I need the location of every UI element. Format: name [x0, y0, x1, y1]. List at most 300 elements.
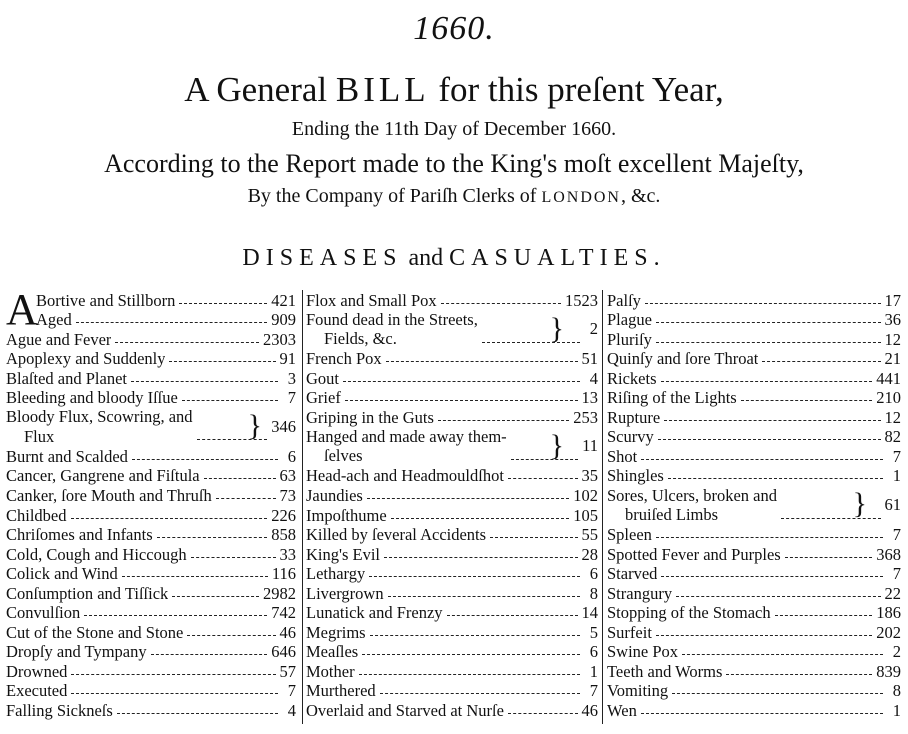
death-count: 858	[271, 525, 296, 545]
table-row	[6, 603, 296, 623]
disease-name	[6, 604, 80, 622]
leader-dashes	[668, 478, 883, 479]
table-row	[306, 544, 598, 564]
disease-name	[6, 682, 67, 700]
disease-name	[6, 643, 147, 661]
disease-name	[607, 546, 781, 564]
table-row	[6, 505, 296, 525]
disease-name	[6, 467, 200, 485]
disease-name-line: Plague	[607, 311, 652, 330]
death-count: 35	[581, 466, 598, 486]
disease-name	[306, 467, 504, 485]
table-row	[607, 603, 901, 623]
leader-dashes	[386, 361, 578, 362]
table-row	[306, 310, 598, 349]
table-row	[607, 525, 901, 545]
death-count: 186	[876, 603, 901, 623]
table-row	[607, 310, 901, 330]
disease-name	[607, 389, 737, 407]
disease-name-line: Pluriſy	[607, 330, 652, 349]
disease-name-line: Lunatick and Frenzy	[306, 604, 443, 623]
disease-name	[607, 604, 771, 622]
disease-name	[306, 643, 358, 661]
death-count: 2	[892, 642, 901, 662]
disease-name-line: Mother	[306, 662, 355, 681]
disease-name	[6, 624, 183, 642]
disease-name-line: Livergrown	[306, 584, 384, 603]
death-count: 13	[581, 388, 598, 408]
table-row	[306, 642, 598, 662]
subtitle-ending-date: Ending the 11th Day of December 1660.	[291, 118, 617, 140]
column-divider	[302, 290, 303, 724]
table-row	[306, 368, 598, 388]
disease-name-line: Sores, Ulcers, broken and	[607, 485, 777, 505]
leader-dashes	[511, 459, 578, 460]
table-row	[6, 310, 296, 330]
disease-name	[607, 643, 678, 661]
death-count: 839	[876, 661, 901, 681]
death-count: 3	[287, 368, 296, 388]
table-row	[607, 485, 901, 524]
disease-name-line: Griping in the Guts	[306, 408, 434, 427]
leader-dashes	[384, 557, 577, 558]
death-count: 57	[279, 661, 296, 681]
leader-dashes	[122, 576, 268, 577]
table-row	[6, 564, 296, 584]
leader-dashes	[343, 381, 580, 382]
disease-name	[607, 448, 637, 466]
table-row	[607, 681, 901, 701]
leader-dashes	[380, 693, 580, 694]
death-count: 61	[884, 495, 901, 515]
death-count: 17	[884, 290, 901, 310]
disease-name-line: Megrims	[306, 623, 366, 642]
disease-name-line: Flox and Small Pox	[306, 291, 437, 310]
disease-name-line: Conſumption and Tiſſick	[6, 584, 169, 603]
disease-name-line: Falling Sickneſs	[6, 702, 113, 721]
death-count: 73	[279, 486, 296, 506]
disease-name	[607, 682, 668, 700]
disease-name-line: Quinſy and ſore Throat	[607, 350, 759, 369]
disease-name	[6, 663, 67, 681]
disease-name	[306, 526, 486, 544]
table-row	[6, 290, 296, 310]
disease-name-line: King's Evil	[306, 545, 381, 564]
disease-name-line: French Pox	[306, 350, 382, 369]
death-count: 2	[589, 319, 598, 339]
table-row	[6, 446, 296, 466]
leader-dashes	[438, 420, 569, 421]
disease-name	[306, 310, 478, 349]
death-count: 7	[287, 388, 296, 408]
disease-name	[306, 292, 437, 310]
disease-name	[6, 507, 67, 525]
table-row	[607, 642, 901, 662]
disease-name-line: Riſing of the Lights	[607, 389, 737, 408]
disease-name	[607, 428, 654, 446]
disease-name	[6, 565, 118, 583]
leader-dashes	[84, 615, 267, 616]
disease-name-line: Lethargy	[306, 565, 366, 584]
title-part-a: A General	[184, 70, 336, 109]
disease-name-line: Blaſted and Planet	[6, 369, 127, 388]
subtitle-company-a: By the Company of Pariſh Clerks of	[247, 185, 542, 207]
disease-name	[6, 331, 111, 349]
table-row	[607, 407, 901, 427]
disease-name-line: Bleeding and bloody Iſſue	[6, 389, 178, 408]
disease-name	[607, 624, 652, 642]
leader-dashes	[151, 654, 268, 655]
table-row	[607, 466, 901, 486]
death-count: 421	[271, 290, 296, 310]
disease-name-line: Murthered	[306, 682, 376, 701]
disease-name	[306, 487, 363, 505]
diseases-column-3	[607, 290, 901, 726]
death-count: 202	[876, 622, 901, 642]
disease-name-line: Bortive and Stillborn	[36, 291, 176, 310]
disease-name	[306, 370, 339, 388]
disease-name-line: Strangury	[607, 584, 673, 603]
death-count: 33	[279, 544, 296, 564]
disease-name-continuation: Fields, &c.	[324, 329, 397, 349]
death-count: 2982	[263, 583, 296, 603]
title-part-b: for this preſent Year,	[429, 70, 724, 109]
disease-name	[607, 526, 652, 544]
leader-dashes	[676, 596, 880, 597]
leader-dashes	[76, 322, 268, 323]
disease-name	[6, 526, 153, 544]
page-title	[0, 70, 908, 110]
disease-name	[607, 467, 664, 485]
leader-dashes	[775, 615, 873, 616]
brace-symbol: }	[549, 311, 564, 345]
death-count: 226	[271, 505, 296, 525]
leader-dashes	[216, 498, 276, 499]
disease-name	[607, 409, 660, 427]
disease-name-line: Cut of the Stone and Stone	[6, 623, 184, 642]
disease-name	[306, 565, 365, 583]
disease-name-line: Killed by ſeveral Accidents	[306, 526, 487, 545]
table-row	[306, 681, 598, 701]
death-count: 28	[581, 544, 598, 564]
disease-name	[607, 311, 652, 329]
table-row	[6, 485, 296, 505]
leader-dashes	[370, 635, 580, 636]
leader-dashes	[661, 381, 873, 382]
leader-dashes	[726, 674, 872, 675]
leader-dashes	[656, 635, 872, 636]
disease-name-line: Meaſles	[306, 643, 359, 662]
disease-name-line: Cancer, Gangrene and Fiſtula	[6, 467, 200, 486]
leader-dashes	[656, 537, 883, 538]
table-row	[6, 368, 296, 388]
disease-name-line: Spleen	[607, 526, 652, 545]
table-row	[306, 603, 598, 623]
leader-dashes	[672, 693, 883, 694]
disease-name	[607, 331, 652, 349]
disease-name	[607, 486, 777, 525]
death-count: 4	[287, 701, 296, 721]
leader-dashes	[762, 361, 880, 362]
disease-name	[607, 702, 637, 720]
heading-and: and	[402, 245, 450, 271]
subtitle-report: According to the Report made to the King's moſt excellent Majeſty,	[104, 149, 804, 178]
table-row	[607, 622, 901, 642]
disease-name	[607, 585, 672, 603]
disease-name	[36, 292, 175, 310]
disease-name	[36, 311, 72, 329]
table-row	[607, 583, 901, 603]
death-count: 91	[279, 349, 296, 369]
leader-dashes	[204, 478, 276, 479]
table-row	[306, 583, 598, 603]
disease-name-line: Found dead in the Streets,	[306, 309, 478, 329]
disease-name	[607, 663, 722, 681]
leader-dashes	[187, 635, 275, 636]
table-row	[306, 525, 598, 545]
death-count: 63	[279, 466, 296, 486]
subtitle-company-b: , &c.	[620, 185, 661, 207]
disease-name-line: Teeth and Worms	[607, 662, 723, 681]
death-count: 116	[271, 564, 296, 584]
leader-dashes	[641, 713, 883, 714]
death-count: 742	[271, 603, 296, 623]
drop-cap: A	[6, 285, 38, 334]
disease-name-line: Shingles	[607, 467, 664, 486]
death-count: 12	[884, 329, 901, 349]
death-count: 253	[573, 407, 598, 427]
disease-name	[306, 663, 355, 681]
death-count: 368	[876, 544, 901, 564]
disease-name-line: Hanged and made away them-	[306, 426, 507, 446]
table-row	[306, 388, 598, 408]
leader-dashes	[157, 537, 268, 538]
table-row	[607, 368, 901, 388]
death-count: 7	[892, 446, 901, 466]
leader-dashes	[490, 537, 577, 538]
leader-dashes	[191, 557, 276, 558]
disease-name-line: Grief	[306, 389, 341, 408]
table-row	[6, 544, 296, 564]
disease-name	[6, 350, 165, 368]
death-count: 8	[892, 681, 901, 701]
table-row	[306, 349, 598, 369]
disease-name	[306, 427, 507, 466]
column-divider	[602, 290, 603, 724]
death-count: 46	[581, 701, 598, 721]
death-count: 909	[271, 310, 296, 330]
death-count: 5	[589, 622, 598, 642]
subtitle-london: LONDON	[541, 189, 621, 206]
disease-name	[607, 370, 657, 388]
disease-name-line: Canker, ſore Mouth and Thruſh	[6, 487, 212, 506]
death-count: 22	[884, 583, 901, 603]
disease-name	[306, 409, 434, 427]
disease-name	[607, 292, 641, 310]
disease-name	[306, 546, 380, 564]
disease-name-continuation: ſelves	[324, 446, 363, 466]
table-row	[306, 564, 598, 584]
death-count: 11	[582, 436, 598, 456]
leader-dashes	[388, 596, 580, 597]
disease-name	[306, 702, 504, 720]
leader-dashes	[391, 518, 570, 519]
table-row	[6, 642, 296, 662]
disease-name-line: Swine Pox	[607, 643, 679, 662]
leader-dashes	[447, 615, 578, 616]
disease-name-line: Rickets	[607, 369, 657, 388]
leader-dashes	[179, 303, 267, 304]
death-count: 7	[892, 525, 901, 545]
disease-name-line: Drowned	[6, 662, 68, 681]
table-row	[306, 407, 598, 427]
disease-name	[306, 682, 376, 700]
subtitle-company	[0, 185, 908, 208]
disease-name-line: Bloody Flux, Scowring, and	[6, 407, 193, 427]
disease-name	[607, 350, 758, 368]
death-count: 7	[287, 681, 296, 701]
disease-name-line: Colick and Wind	[6, 565, 118, 584]
disease-name	[6, 546, 187, 564]
leader-dashes	[785, 557, 873, 558]
death-count: 82	[884, 427, 901, 447]
table-row	[607, 700, 901, 720]
table-row	[306, 700, 598, 720]
disease-name-line: Wen	[607, 702, 637, 721]
death-count: 12	[884, 407, 901, 427]
leader-dashes	[132, 459, 278, 460]
leader-dashes	[182, 400, 278, 401]
leader-dashes	[131, 381, 278, 382]
disease-name-line: Head-ach and Headmouldſhot	[306, 467, 504, 486]
leader-dashes	[367, 498, 569, 499]
leader-dashes	[656, 342, 881, 343]
table-row	[607, 544, 901, 564]
leader-dashes	[345, 400, 578, 401]
death-count: 6	[589, 642, 598, 662]
table-row	[6, 466, 296, 486]
leader-dashes	[641, 459, 883, 460]
table-row	[6, 388, 296, 408]
disease-name-line: Childbed	[6, 506, 67, 525]
death-count: 646	[271, 642, 296, 662]
death-count: 14	[581, 603, 598, 623]
disease-name-continuation: Flux	[24, 426, 55, 446]
disease-name	[6, 487, 212, 505]
disease-name	[306, 624, 366, 642]
death-count: 441	[876, 368, 901, 388]
death-count: 46	[279, 622, 296, 642]
death-count: 1	[892, 466, 901, 486]
death-count: 1	[892, 701, 901, 721]
disease-name	[6, 370, 127, 388]
leader-dashes	[741, 400, 873, 401]
death-count: 1523	[565, 290, 598, 310]
disease-name-line: Palſy	[607, 291, 641, 310]
death-count: 36	[884, 310, 901, 330]
table-row	[6, 622, 296, 642]
table-row	[6, 681, 296, 701]
table-row	[306, 661, 598, 681]
brace-symbol: }	[549, 428, 564, 462]
death-count: 102	[573, 486, 598, 506]
death-count: 6	[589, 564, 598, 584]
diseases-column-1	[6, 285, 296, 726]
death-count: 346	[271, 416, 296, 436]
disease-name	[306, 604, 443, 622]
table-row	[607, 290, 901, 310]
disease-name-line: Gout	[306, 369, 339, 388]
disease-name-continuation: bruiſed Limbs	[625, 505, 719, 525]
disease-name-line: Rupture	[607, 408, 661, 427]
brace-symbol: }	[852, 487, 867, 521]
leader-dashes	[362, 654, 580, 655]
heading-diseases: DISEASES	[242, 245, 403, 271]
leader-dashes	[508, 713, 578, 714]
death-count: 7	[892, 564, 901, 584]
leader-dashes	[169, 361, 275, 362]
death-count: 4	[589, 368, 598, 388]
death-count: 105	[573, 505, 598, 525]
leader-dashes	[115, 342, 259, 343]
table-row	[607, 329, 901, 349]
disease-name-line: Shot	[607, 447, 638, 466]
disease-name	[6, 407, 193, 446]
leader-dashes	[71, 518, 268, 519]
disease-name-line: Executed	[6, 682, 68, 701]
leader-dashes	[369, 576, 580, 577]
disease-name	[306, 389, 341, 407]
table-row	[6, 329, 296, 349]
year-heading: 1660.	[413, 10, 495, 47]
disease-name	[6, 389, 178, 407]
disease-name-line: Scurvy	[607, 428, 654, 447]
table-row	[6, 700, 296, 720]
table-row	[306, 622, 598, 642]
disease-name-line: Vomiting	[607, 682, 669, 701]
disease-name-line: Jaundies	[306, 487, 363, 506]
table-row	[607, 564, 901, 584]
table-row	[607, 349, 901, 369]
table-row	[306, 290, 598, 310]
table-row	[306, 466, 598, 486]
death-count: 2303	[263, 329, 296, 349]
table-row	[306, 485, 598, 505]
leader-dashes	[664, 420, 880, 421]
death-count: 6	[287, 446, 296, 466]
leader-dashes	[658, 439, 881, 440]
disease-name-line: Convulſion	[6, 604, 81, 623]
leader-dashes	[508, 478, 578, 479]
disease-name-line: Dropſy and Tympany	[6, 643, 147, 662]
disease-name	[306, 507, 387, 525]
table-row	[607, 661, 901, 681]
leader-dashes	[645, 303, 881, 304]
table-row	[6, 583, 296, 603]
leader-dashes	[71, 674, 275, 675]
disease-name-line: Aged	[36, 311, 72, 330]
leader-dashes	[117, 713, 278, 714]
leader-dashes	[656, 322, 881, 323]
disease-name	[306, 585, 384, 603]
disease-name-line: Impoſthume	[306, 506, 387, 525]
table-row	[306, 427, 598, 466]
leader-dashes	[172, 596, 259, 597]
table-row	[306, 505, 598, 525]
death-count: 7	[589, 681, 598, 701]
disease-name-line: Ague and Fever	[6, 330, 112, 349]
section-heading	[0, 245, 908, 272]
